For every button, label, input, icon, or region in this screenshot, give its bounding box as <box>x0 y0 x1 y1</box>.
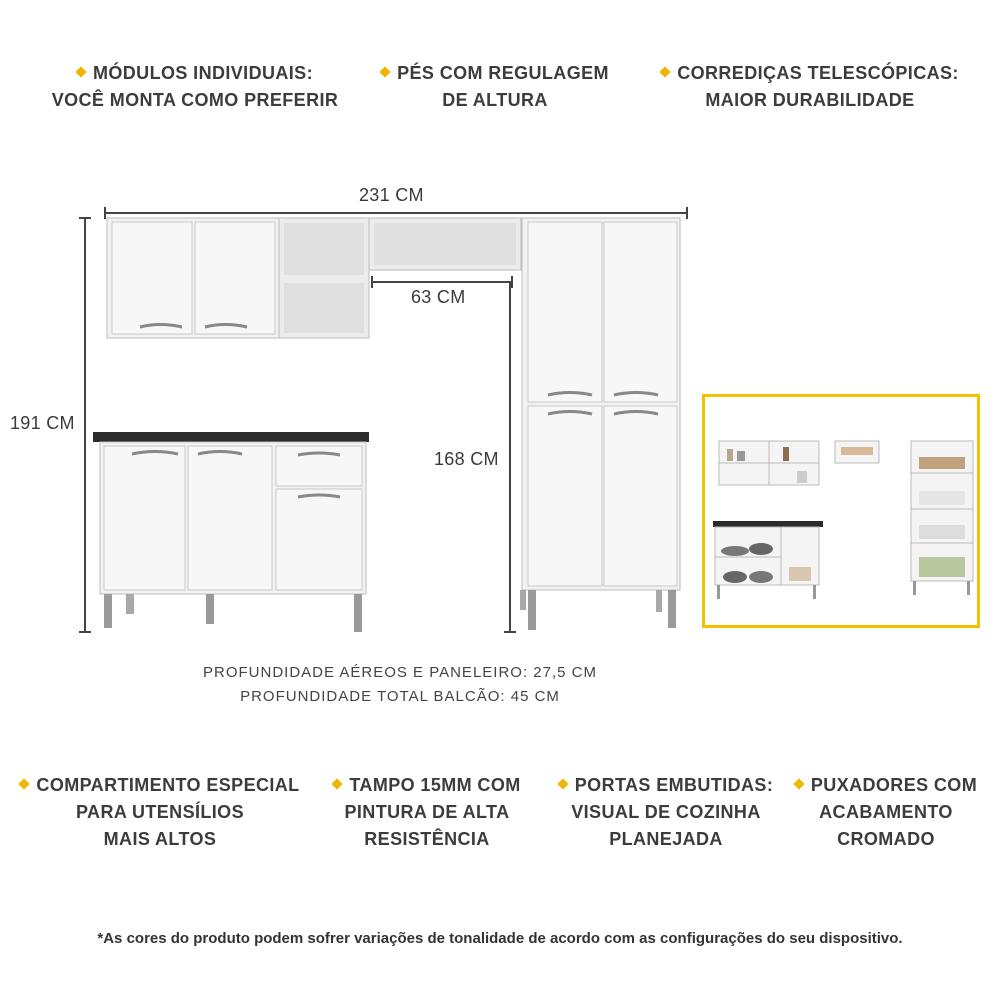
feature-text: PORTAS EMBUTIDAS: <box>574 775 774 795</box>
feature-text: ACABAMENTO <box>819 802 953 822</box>
upper-open-shelf <box>279 218 369 338</box>
countertop <box>93 432 369 442</box>
feature-text: MAIOR DURABILIDADE <box>705 90 915 110</box>
feature-compartment <box>10 772 310 853</box>
color-disclaimer: *As cores do produto podem sofrer variações de tonalidade de acordo com as configurações do seu dispositivo. <box>97 930 903 947</box>
feature-text: MÓDULOS INDIVIDUAIS: <box>92 63 313 83</box>
feature-text: PÉS COM REGULAGEM <box>397 63 609 83</box>
diamond-bullet-icon <box>557 778 568 789</box>
feature-text: VOCÊ MONTA COMO PREFERIR <box>51 90 339 110</box>
tall-height-label: 168 CM <box>434 449 499 469</box>
feature-text: CORREDIÇAS TELESCÓPICAS: <box>677 63 959 83</box>
tall-pantry <box>520 218 680 630</box>
upper-cabinet-doors <box>107 218 279 338</box>
stocked-kitchen-image <box>705 397 977 625</box>
diamond-bullet-icon <box>19 778 30 789</box>
feature-text: TAMPO 15MM COM <box>349 775 521 795</box>
width-total-label: 231 CM <box>359 185 424 205</box>
feature-text: MAIS ALTOS <box>103 829 217 849</box>
depth-note-counter: PROFUNDIDADE TOTAL BALCÃO: 45 CM <box>240 688 560 705</box>
feature-text: RESISTÊNCIA <box>364 829 490 849</box>
feature-text: PARA UTENSÍLIOS <box>75 802 244 822</box>
height-total-label: 191 CM <box>10 413 75 433</box>
product-in-use-preview <box>702 394 980 628</box>
feature-text: PLANEJADA <box>609 829 723 849</box>
feature-text: PINTURA DE ALTA <box>344 802 510 822</box>
diamond-bullet-icon <box>332 778 343 789</box>
feature-text: DE ALTURA <box>442 90 548 110</box>
gap-width-label: 63 CM <box>411 287 466 307</box>
feature-text: VISUAL DE COZINHA <box>571 802 761 822</box>
feature-text: COMPARTIMENTO ESPECIAL <box>36 775 300 795</box>
diamond-bullet-icon <box>793 778 804 789</box>
feature-handles <box>786 772 986 853</box>
feature-text: CROMADO <box>837 829 935 849</box>
upper-bridge-shelf <box>369 218 521 270</box>
feature-doors <box>548 772 784 853</box>
depth-note-upper: PROFUNDIDADE AÉREOS E PANELEIRO: 27,5 CM <box>203 664 597 681</box>
base-cabinet <box>93 432 369 632</box>
feature-countertop <box>312 772 542 853</box>
feature-text: PUXADORES COM <box>810 775 978 795</box>
